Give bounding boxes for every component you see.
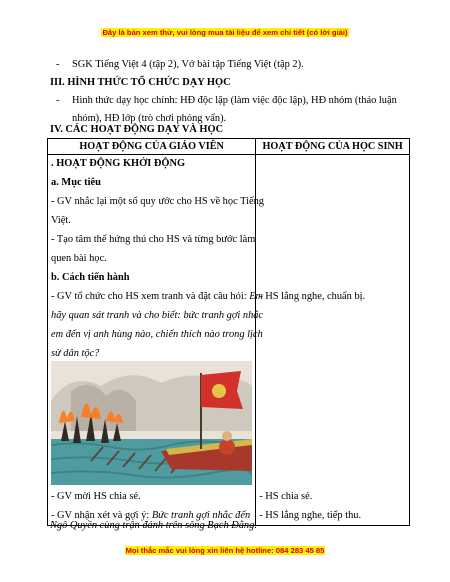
process-1-text: - GV tổ chức cho HS xem tranh và đặt câu hỏi: bbox=[51, 291, 250, 302]
goal-line-2a: - Tạo tâm thế hứng thú cho HS và từng bước làm bbox=[51, 234, 256, 245]
section-3-title: III. HÌNH THỨC TỔ CHỨC DẠY HỌC bbox=[50, 77, 231, 88]
section-3-line-1: Hình thức dạy học chính: HĐ độc lập (làm việc độc lập), HĐ nhóm (thảo luận bbox=[72, 95, 397, 106]
bullet: - bbox=[56, 59, 60, 70]
process-line-7: Ngô Quyền cùng trận đánh trên sông Bạch Đằng. bbox=[50, 520, 257, 531]
process-line-5: - GV mời HS chia sẻ. bbox=[51, 491, 141, 502]
section-3-line-2: nhóm), HĐ lớp (trò chơi phỏng vấn). bbox=[72, 113, 227, 124]
process-title: b. Cách tiến hành bbox=[51, 272, 130, 283]
activity-table bbox=[47, 138, 410, 526]
activity-title: . HOẠT ĐỘNG KHỞI ĐỘNG bbox=[51, 158, 186, 169]
process-3-text: - GV nhận xét và gợi ý: bbox=[51, 510, 152, 521]
process-1-question-start: Em bbox=[249, 291, 264, 302]
process-3-suggestion-start: Bức tranh gợi nhắc đến bbox=[151, 510, 251, 521]
teacher-cell bbox=[48, 155, 264, 526]
student-response-1: - HS lắng nghe, chuẩn bị. bbox=[259, 291, 366, 302]
hotline-banner-text: Mọi thắc mắc vui lòng xin liên hệ hotline: 084 283 45 85 bbox=[125, 546, 325, 555]
hotline-banner bbox=[0, 546, 450, 555]
bullet: - bbox=[56, 95, 60, 106]
process-line-2: hãy quan sát tranh và cho biết: bức tranh gợi nhắc bbox=[51, 310, 264, 321]
header-teacher: HOẠT ĐỘNG CỦA GIÁO VIÊN bbox=[48, 139, 256, 155]
goal-line-1b: Việt. bbox=[51, 215, 71, 226]
goal-line-1a: - GV nhắc lại một số quy ước cho HS về học Tiếng bbox=[51, 196, 264, 207]
process-line-1 bbox=[51, 291, 263, 302]
goal-line-2b: quen bài học. bbox=[51, 253, 107, 264]
section-4-title: IV. CÁC HOẠT ĐỘNG DẠY VÀ HỌC bbox=[50, 124, 224, 135]
header-student: HOẠT ĐỘNG CỦA HỌC SINH bbox=[256, 139, 410, 155]
preview-banner bbox=[0, 28, 450, 37]
student-cell bbox=[256, 155, 410, 526]
preview-banner-text: Đây là bản xem thử, vui lòng mua tài liệu để xem chi tiết (có lời giải) bbox=[102, 28, 348, 37]
process-line-4: sử dân tộc? bbox=[51, 348, 100, 359]
battle-illustration bbox=[51, 361, 252, 485]
student-response-2: - HS chia sẻ. bbox=[259, 491, 313, 502]
goal-title: a. Mục tiêu bbox=[51, 177, 101, 188]
student-response-3: - HS lắng nghe, tiếp thu. bbox=[259, 510, 362, 521]
process-line-3: em đến vị anh hùng nào, chiến thích nào trong lịch bbox=[51, 329, 263, 340]
materials-line: SGK Tiếng Việt 4 (tập 2), Vở bài tập Tiếng Việt (tập 2). bbox=[72, 59, 304, 70]
